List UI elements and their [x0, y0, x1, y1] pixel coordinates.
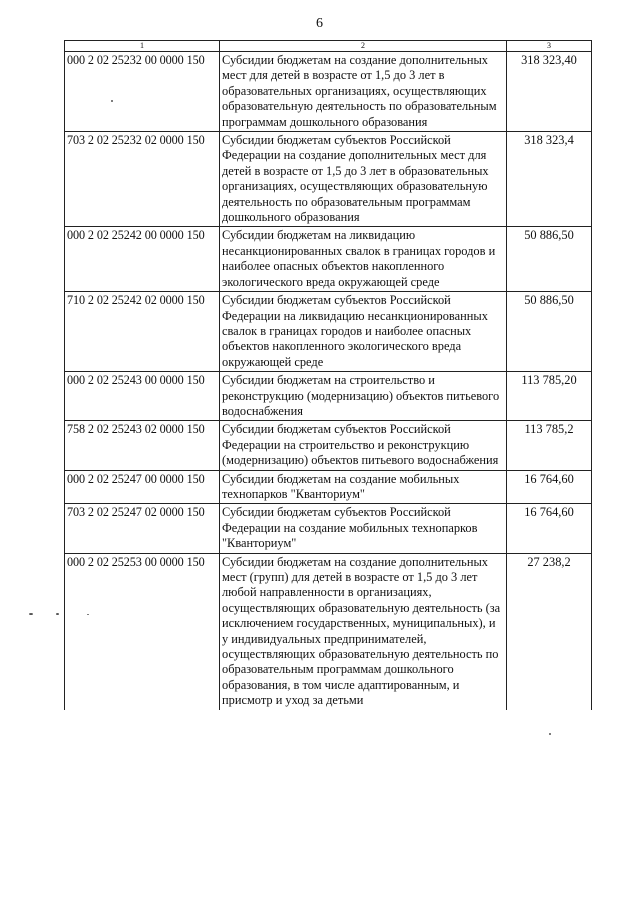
table-row [65, 227, 592, 292]
amount: 27 238,2 [507, 553, 592, 710]
description: Субсидии бюджетам на ликвидацию несанкционированных свалок в границах городов и наиболее опасных объектов накопленного экологического вреда окружающей среде [220, 227, 507, 292]
description: Субсидии бюджетам субъектов Российской Федерации на создание мобильных технопарков "Кванториум" [220, 504, 507, 553]
table-row [65, 504, 592, 553]
description: Субсидии бюджетам субъектов Российской Федерации на создание дополнительных мест для детей в возрасте от 1,5 до 3 лет в образовательных организациях, осуществляющих образовательную деятельность по образовательным программам дошкольного образования [220, 132, 507, 227]
table-row [65, 292, 592, 372]
budget-code: 000 2 02 25243 00 0000 150 [65, 372, 220, 421]
column-header-1: 1 [65, 41, 220, 52]
description: Субсидии бюджетам на создание мобильных технопарков "Кванториум" [220, 470, 507, 504]
scan-speck [56, 613, 59, 615]
page-number: 6 [316, 16, 324, 31]
budget-code: 000 2 02 25232 00 0000 150 [65, 52, 220, 132]
table-row [65, 553, 592, 710]
scan-speck [549, 733, 551, 735]
amount: 16 764,60 [507, 504, 592, 553]
budget-code: 703 2 02 25247 02 0000 150 [65, 504, 220, 553]
budget-code: 000 2 02 25247 00 0000 150 [65, 470, 220, 504]
description: Субсидии бюджетам субъектов Российской Федерации на ликвидацию несанкционированных свалок в границах городов и наиболее опасных объектов накопленного экологического вреда окружающей среде [220, 292, 507, 372]
table-row [65, 372, 592, 421]
description: Субсидии бюджетам субъектов Российской Федерации на строительство и реконструкцию (модернизацию) объектов питьевого водоснабжения [220, 421, 507, 470]
budget-code: 710 2 02 25242 02 0000 150 [65, 292, 220, 372]
scan-speck [87, 614, 89, 615]
column-header-3: 3 [507, 41, 592, 52]
budget-code: 000 2 02 25242 00 0000 150 [65, 227, 220, 292]
table-header [65, 41, 592, 52]
description: Субсидии бюджетам на строительство и реконструкцию (модернизацию) объектов питьевого водоснабжения [220, 372, 507, 421]
budget-code: 000 2 02 25253 00 0000 150 [65, 553, 220, 710]
amount: 16 764,60 [507, 470, 592, 504]
amount: 318 323,40 [507, 52, 592, 132]
column-header-2: 2 [220, 41, 507, 52]
budget-code: 703 2 02 25232 02 0000 150 [65, 132, 220, 227]
table-row [65, 132, 592, 227]
scan-speck [29, 613, 33, 615]
amount: 50 886,50 [507, 292, 592, 372]
amount: 113 785,2 [507, 421, 592, 470]
table-row [65, 421, 592, 470]
amount: 318 323,4 [507, 132, 592, 227]
budget-table [64, 40, 592, 710]
scan-speck [111, 100, 113, 102]
amount: 50 886,50 [507, 227, 592, 292]
table-row [65, 52, 592, 132]
description: Субсидии бюджетам на создание дополнительных мест для детей в возрасте от 1,5 до 3 лет в образовательных организациях, осуществляющих образовательную деятельность по образовательным программам дошкольного образования [220, 52, 507, 132]
amount: 113 785,20 [507, 372, 592, 421]
description: Субсидии бюджетам на создание дополнительных мест (групп) для детей в возрасте от 1,5 до 3 лет любой направленности в организациях, осуществляющих образовательную деятельность (за исключением государственных, муниципальных), и у индивидуальных предпринимателей, осуществляющих образовательную деятельность по образовательным программам дошкольного образования, в том числе адаптированным, и присмотр и уход за детьми [220, 553, 507, 710]
table-row [65, 470, 592, 504]
budget-code: 758 2 02 25243 02 0000 150 [65, 421, 220, 470]
